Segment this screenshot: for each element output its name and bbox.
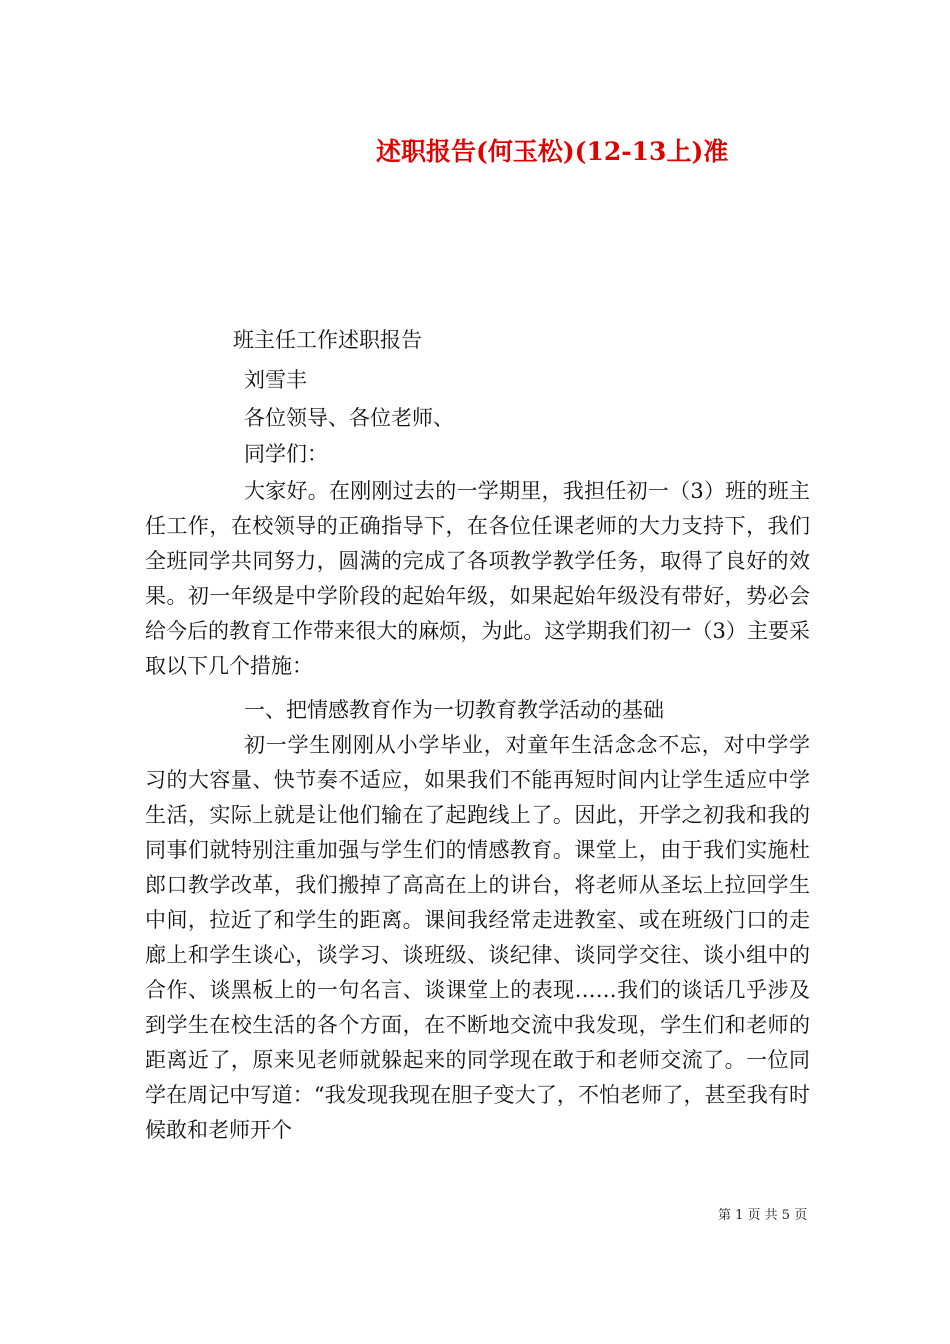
paragraph-intro: 大家好。在刚刚过去的一学期里，我担任初一（3）班的班主任工作，在校领导的正确指导下，在各位任课老师的大力支持下，我们全班同学共同努力，圆满的完成了各项教学教学任务，取得了良好的效果。初一年级是中学阶段的起始年级，如果起始年级没有带好，势必会给今后的教育工作带来很大的麻烦，为此。这学期我们初一（3）主要采取以下几个措施：	[145, 479, 810, 678]
salutation-line-1: 各位领导、各位老师、	[244, 406, 454, 430]
report-heading: 班主任工作述职报告	[233, 328, 422, 352]
document-title: 述职报告(何玉松)(12-13上)准	[376, 137, 729, 166]
section-heading-1: 一、把情感教育作为一切教育教学活动的基础	[244, 698, 664, 722]
paragraph-section-1: 初一学生刚刚从小学毕业，对童年生活念念不忘，对中学学习的大容量、快节奏不适应，如果我们不能再短时间内让学生适应中学生活，实际上就是让他们输在了起跑线上了。因此，开学之初我和我的同事们就特别注重加强与学生们的情感教育。课堂上，由于我们实施杜郎口教学改革，我们搬掉了高高在上的讲台，将老师从圣坛上拉回学生中间，拉近了和学生的距离。课间我经常走进教室、或在班级门口的走廊上和学生谈心，谈学习、谈班级、谈纪律、谈同学交往、谈小组中的合作、谈黑板上的一句名言、谈课堂上的表现……我们的谈话几乎涉及到学生在校生活的各个方面，在不断地交流中我发现，学生们和老师的距离近了，原来见老师就躲起来的同学现在敢于和老师交流了。一位同学在周记中写道：“我发现我现在胆子变大了，不怕老师了，甚至我有时候敢和老师开个	[145, 733, 810, 1142]
page-footer: 第 1 页 共 5 页	[718, 1208, 808, 1223]
salutation-line-2: 同学们：	[244, 442, 328, 466]
author-name: 刘雪丰	[244, 368, 307, 392]
